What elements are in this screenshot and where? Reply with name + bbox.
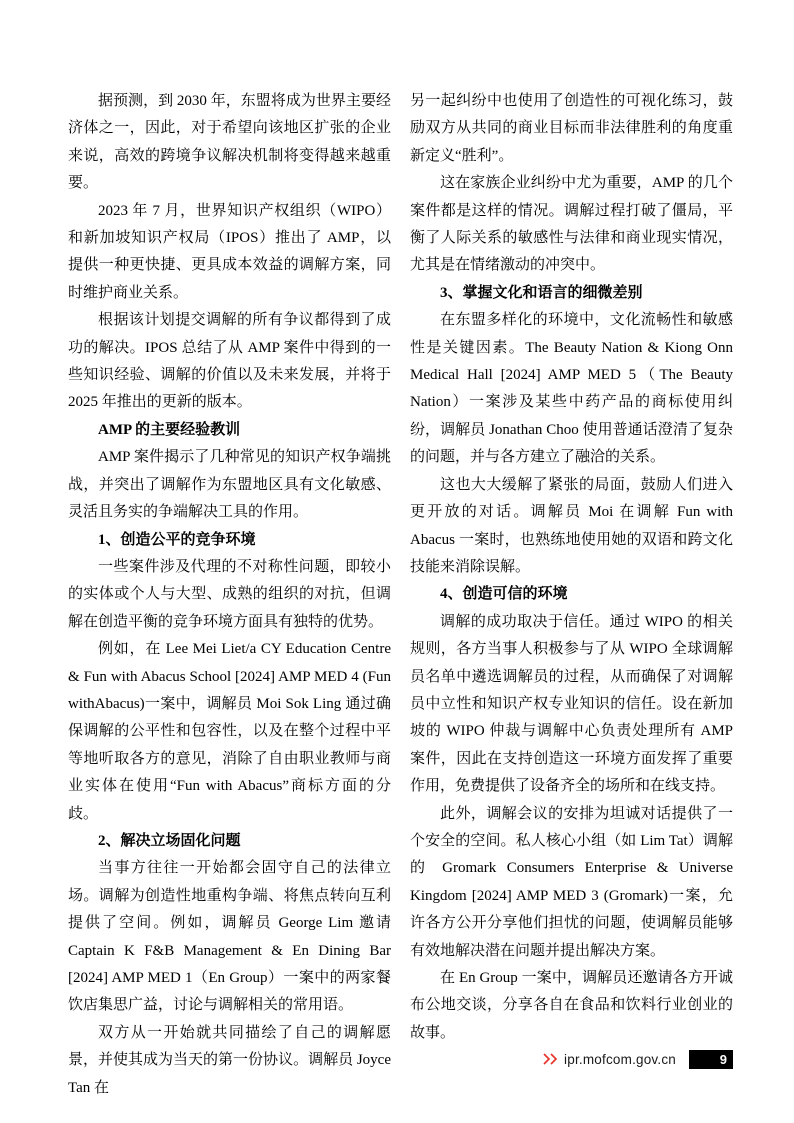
paragraph: 这在家族企业纠纷中尤为重要，AMP 的几个案件都是这样的情况。调解过程打破了僵局，平衡了人际关系的敏感性与法律和商业现实情况，尤其是在情绪激动的冲突中。 — [410, 175, 733, 274]
page-number: 9 — [719, 1051, 727, 1067]
paragraph: 例如，在 Lee Mei Liet/a CY Education Centre & Fun with Abacus School [2024] AMP MED 4 (Fun withAbacus)一案中，调解员 Moi Sok Ling 通过确保调解的公平性和包容性，以及在整个过程中平等地听取各方的意见，消除了自由职业教师与商业实体在使用“Fun with Abacus”商标方面的分歧。 — [68, 641, 391, 822]
section-heading: 1、创造公平的竞争环境 — [98, 531, 256, 548]
paragraph: 2023 年 7 月，世界知识产权组织（WIPO）和新加坡知识产权局（IPOS）推出了 AMP，以提供一种更快捷、更具成本效益的调解方案，同时维护商业关系。 — [68, 202, 391, 301]
paragraph: 双方从一开始就共同描绘了自己的调解愿景，并使其成为当天的第一份协议。调解员 Joyce Tan 在 — [68, 1024, 391, 1096]
section-heading: AMP 的主要经验教训 — [98, 421, 241, 438]
paragraph: 当事方往往一开始都会固守自己的法律立场。调解为创造性地重构争端、将焦点转向互利提供了空间。例如，调解员 George Lim 邀请 Captain K F&B Management & En Dining Bar [2024] AMP MED 1（En Group）一案中的两家餐饮店集思广益，讨论与调解相关的常用语。 — [68, 860, 391, 1014]
paragraph: 在 En Group 一案中，调解员还邀请各方开诚布公地交谈，分享各自在食品和饮料行业创业的故事。 — [410, 970, 733, 1041]
footer-site-url: ipr.mofcom.gov.cn — [564, 1051, 676, 1067]
paragraph: 调解的成功取决于信任。通过 WIPO 的相关规则，各方当事人积极参与了从 WIPO 全球调解员名单中遴选调解员的过程，从而确保了对调解员中立性和知识产权专业知识的信任。设在新加坡的 WIPO 仲裁与调解中心负责处理所有 AMP 案件，因此在支持创造这一环境方面发挥了重要作用，免费提供了设备齐全的场所和在线支持。 — [410, 613, 733, 795]
paragraph: 这也大大缓解了紧张的局面，鼓励人们进入更开放的对话。调解员 Moi 在调解 Fun with Abacus 一案时，也熟练地使用她的双语和跨文化技能来消除误解。 — [410, 476, 733, 575]
page-number-badge — [689, 1050, 733, 1069]
paragraph: AMP 案件揭示了几种常见的知识产权争端挑战，并突出了调解作为东盟地区具有文化敏感、灵活且务实的争端解决工具的作用。 — [68, 449, 391, 521]
paragraph: 一些案件涉及代理的不对称性问题，即较小的实体或个人与大型、成熟的组织的对抗，但调解在创造平衡的竞争环境方面具有独特的优势。 — [68, 558, 391, 630]
right-column — [410, 88, 733, 1047]
section-heading: 3、掌握文化和语言的细微差别 — [440, 284, 643, 301]
section-heading: 4、创造可信的环境 — [440, 586, 568, 603]
section-heading: 2、解决立场固化问题 — [98, 832, 241, 849]
double-right-chevron-icon — [542, 1053, 559, 1065]
paragraph: 另一起纠纷中也使用了创造性的可视化练习，鼓励双方从共同的商业目标而非法律胜利的角度重新定义“胜利”。 — [410, 93, 733, 164]
paragraph: 在东盟多样化的环境中，文化流畅性和敏感性是关键因素。The Beauty Nation & Kiong Onn Medical Hall [2024] AMP MED 5（The Beauty Nation）一案涉及某些中药产品的商标使用纠纷，调解员 Jonathan Choo 使用普通话澄清了复杂的问题，并与各方建立了融洽的关系。 — [410, 312, 733, 466]
paragraph: 据预测，到 2030 年，东盟将成为世界主要经济体之一，因此，对于希望向该地区扩张的企业来说，高效的跨境争议解决机制将变得越来越重要。 — [68, 93, 391, 192]
paragraph: 根据该计划提交调解的所有争议都得到了成功的解决。IPOS 总结了从 AMP 案件中得到的一些知识经验、调解的价值以及未来发展，并将于 2025 年推出的更新的版本。 — [68, 312, 391, 411]
page-footer — [542, 1049, 733, 1069]
paragraph: 此外，调解会议的安排为坦诚对话提供了一个安全的空间。私人核心小组（如 Lim Tat）调解的 Gromark Consumers Enterprise & Universe Kingdom [2024] AMP MED 3 (Gromark)一案，允许各方公开分享他们担忧的问题，使调解员能够有效地解决潜在问题并提出解决方案。 — [410, 805, 733, 959]
left-column — [68, 88, 391, 1102]
